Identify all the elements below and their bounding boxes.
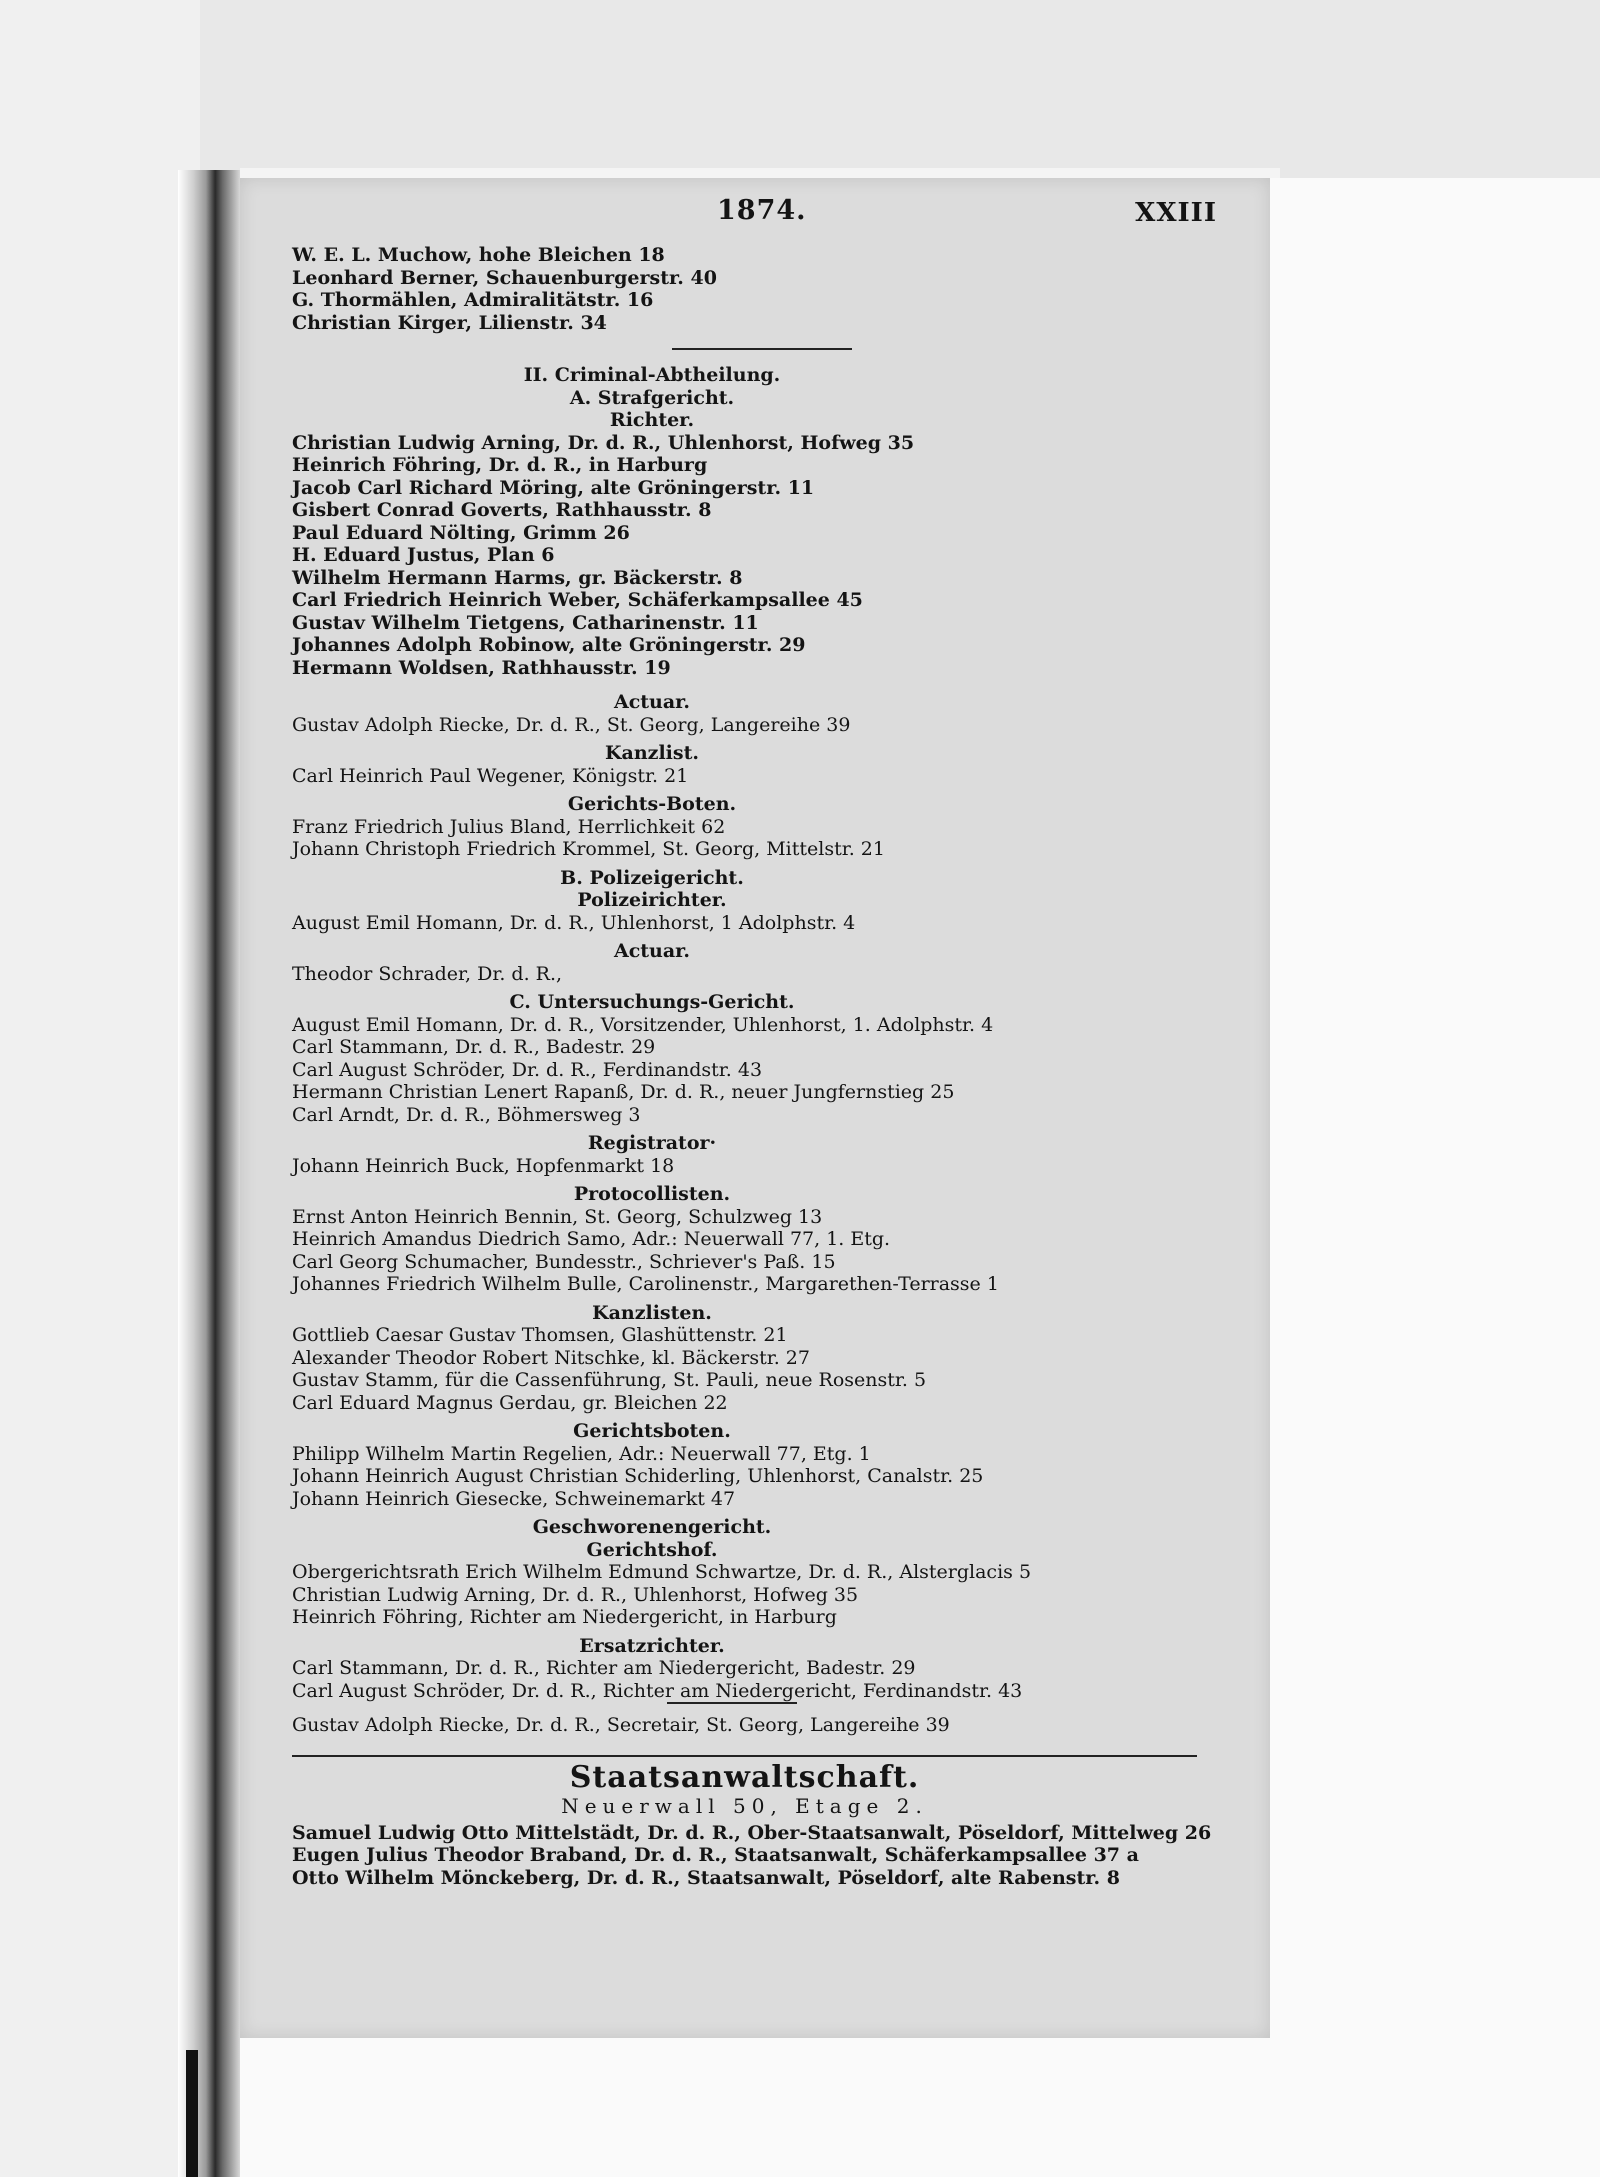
list-item: G. Thormählen, Admiralitätstr. 16 <box>292 289 654 311</box>
secretair-line: Gustav Adolph Riecke, Dr. d. R., Secretair, St. Georg, Langereihe 39 <box>292 1714 950 1736</box>
book-spine <box>178 170 240 2177</box>
year-heading: 1874. <box>717 195 807 226</box>
page-header <box>292 195 1252 244</box>
divider <box>667 1702 797 1704</box>
list-item: Johannes Adolph Robinow, alte Gröningerstr. 29 <box>292 634 806 656</box>
role-heading-boten: Gerichts-Boten. <box>567 793 737 815</box>
list-item: Alexander Theodor Robert Nitschke, kl. Bäckerstr. 27 <box>292 1346 810 1369</box>
list-item: Obergerichtsrath Erich Wilhelm Edmund Schwartze, Dr. d. R., Alsterglacis 5 <box>292 1561 1032 1583</box>
page-number: XXIII <box>1135 198 1217 228</box>
page-top-edge <box>240 168 1280 178</box>
list-item: Christian Ludwig Arning, Dr. d. R., Uhlenhorst, Hofweg 35 <box>292 1583 859 1606</box>
list-item: Carl Eduard Magnus Gerdau, gr. Bleichen 22 <box>292 1391 728 1414</box>
list-item: Carl Stammann, Dr. d. R., Badestr. 29 <box>292 1036 656 1058</box>
list-item: Gisbert Conrad Goverts, Rathhausstr. 8 <box>292 499 712 521</box>
list-item: Christian Ludwig Arning, Dr. d. R., Uhlenhorst, Hofweg 35 <box>292 431 915 454</box>
list-item: Eugen Julius Theodor Braband, Dr. d. R., Staatsanwalt, Schäferkampsallee 37 a <box>292 1844 1139 1866</box>
list-item: Heinrich Föhring, Richter am Niedergericht, in Harburg <box>292 1606 837 1628</box>
list-item: Hermann Woldsen, Rathhausstr. 19 <box>292 656 671 679</box>
role-heading-registrator: Registrator· <box>587 1132 717 1154</box>
list-item: Christian Kirger, Lilienstr. 34 <box>292 311 607 334</box>
page-content <box>292 195 1252 1889</box>
untersuchung-list <box>292 1014 1252 1127</box>
list-item: Gustav Stamm, für die Cassenführung, St. Pauli, neue Rosenstr. 5 <box>292 1369 927 1391</box>
list-item: Carl Friedrich Heinrich Weber, Schäferkampsallee 45 <box>292 589 863 611</box>
role-heading-actuar-b: Actuar. <box>613 940 691 962</box>
list-item: Ernst Anton Heinrich Bennin, St. Georg, Schulzweg 13 <box>292 1205 823 1228</box>
list-item: Carl Georg Schumacher, Bundesstr., Schriever's Paß. 15 <box>292 1250 836 1273</box>
list-item: Gustav Wilhelm Tietgens, Catharinenstr. 11 <box>292 611 759 634</box>
role-heading-actuar: Actuar. <box>613 691 691 713</box>
list-item: Carl August Schröder, Dr. d. R., Ferdinandstr. 43 <box>292 1058 763 1081</box>
gerichtshof-list <box>292 1561 1252 1629</box>
list-item: Paul Eduard Nölting, Grimm 26 <box>292 521 630 544</box>
list-item: Carl Arndt, Dr. d. R., Böhmersweg 3 <box>292 1103 641 1126</box>
scan-left-margin <box>0 0 200 2177</box>
list-item: Gottlieb Caesar Gustav Thomsen, Glashüttenstr. 21 <box>292 1324 788 1346</box>
gerichtsboten-list <box>292 1443 1252 1511</box>
list-item: Otto Wilhelm Mönckeberg, Dr. d. R., Staatsanwalt, Pöseldorf, alte Rabenstr. 8 <box>292 1866 1120 1889</box>
role-heading-polizeirichter: Polizeirichter. <box>577 889 727 911</box>
divider <box>292 1755 1197 1757</box>
staatsanwaltschaft-address: Neuerwall 50, Etage 2. <box>561 1794 928 1818</box>
scan-edge <box>186 2050 198 2177</box>
list-item: Leonhard Berner, Schauenburgerstr. 40 <box>292 266 717 289</box>
scan-right-margin <box>1270 178 1600 2177</box>
list-item: Carl Heinrich Paul Wegener, Königstr. 21 <box>292 764 689 787</box>
list-item: Carl August Schröder, Dr. d. R., Richter am Niedergericht, Ferdinandstr. 43 <box>292 1679 1023 1702</box>
protocollisten-list <box>292 1206 1252 1296</box>
role-heading-gerichtsboten: Gerichtsboten. <box>573 1420 731 1442</box>
role-heading-gerichtshof: Gerichtshof. <box>586 1538 718 1561</box>
section-heading-geschworenen: Geschworenengericht. <box>532 1516 772 1538</box>
list-item: W. E. L. Muchow, hohe Bleichen 18 <box>292 244 665 266</box>
list-item: Heinrich Föhring, Dr. d. R., in Harburg <box>292 454 708 476</box>
divider <box>672 348 852 350</box>
list-item: Theodor Schrader, Dr. d. R., <box>292 962 563 985</box>
role-heading-protocollisten: Protocollisten. <box>573 1183 731 1205</box>
section-heading-criminal: II. Criminal-Abtheilung. <box>523 364 781 386</box>
list-item: Johann Heinrich Buck, Hopfenmarkt 18 <box>292 1154 675 1177</box>
list-item: Hermann Christian Lenert Rapanß, Dr. d. R., neuer Jungfernstieg 25 <box>292 1081 955 1103</box>
list-item: Franz Friedrich Julius Bland, Herrlichkeit 62 <box>292 815 726 838</box>
richter-list <box>292 432 1252 680</box>
kanzlisten-list <box>292 1324 1252 1414</box>
top-list <box>292 244 1252 334</box>
role-heading-richter: Richter. <box>609 409 695 431</box>
list-item: H. Eduard Justus, Plan 6 <box>292 544 555 566</box>
subsection-heading-b: B. Polizeigericht. <box>560 866 744 889</box>
list-item: Johann Heinrich August Christian Schiderling, Uhlenhorst, Canalstr. 25 <box>292 1465 984 1487</box>
list-item: Johannes Friedrich Wilhelm Bulle, Carolinenstr., Margarethen-Terrasse 1 <box>292 1273 999 1295</box>
list-item: Carl Stammann, Dr. d. R., Richter am Niedergericht, Badestr. 29 <box>292 1657 916 1679</box>
role-heading-ersatzrichter: Ersatzrichter. <box>579 1634 725 1657</box>
list-item: August Emil Homann, Dr. d. R., Vorsitzender, Uhlenhorst, 1. Adolphstr. 4 <box>292 1013 994 1036</box>
list-item: Philipp Wilhelm Martin Regelien, Adr.: Neuerwall 77, Etg. 1 <box>292 1442 871 1465</box>
list-item: Heinrich Amandus Diedrich Samo, Adr.: Neuerwall 77, 1. Etg. <box>292 1228 891 1250</box>
list-item: Johann Heinrich Giesecke, Schweinemarkt 47 <box>292 1487 736 1510</box>
list-item: Samuel Ludwig Otto Mittelstädt, Dr. d. R., Ober-Staatsanwalt, Pöseldorf, Mittelweg 26 <box>292 1821 1212 1844</box>
role-heading-kanzlisten: Kanzlisten. <box>592 1301 712 1324</box>
list-item: Gustav Adolph Riecke, Dr. d. R., St. Georg, Langereihe 39 <box>292 713 851 736</box>
scan-bottom-margin <box>240 2038 1600 2177</box>
section-heading-staatsanwaltschaft: Staatsanwaltschaft. <box>569 1759 920 1795</box>
role-heading-kanzlist: Kanzlist. <box>605 742 699 764</box>
list-item: Jacob Carl Richard Möring, alte Gröningerstr. 11 <box>292 476 815 499</box>
ersatzrichter-list <box>292 1657 1252 1702</box>
subsection-heading-c: C. Untersuchungs-Gericht. <box>509 991 795 1013</box>
list-item: Johann Christoph Friedrich Krommel, St. Georg, Mittelstr. 21 <box>292 838 885 860</box>
staatsanwaltschaft-list <box>292 1822 1252 1890</box>
list-item: August Emil Homann, Dr. d. R., Uhlenhorst, 1 Adolphstr. 4 <box>292 911 856 934</box>
subsection-heading-a: A. Strafgericht. <box>569 386 735 409</box>
list-item: Wilhelm Hermann Harms, gr. Bäckerstr. 8 <box>292 566 743 589</box>
